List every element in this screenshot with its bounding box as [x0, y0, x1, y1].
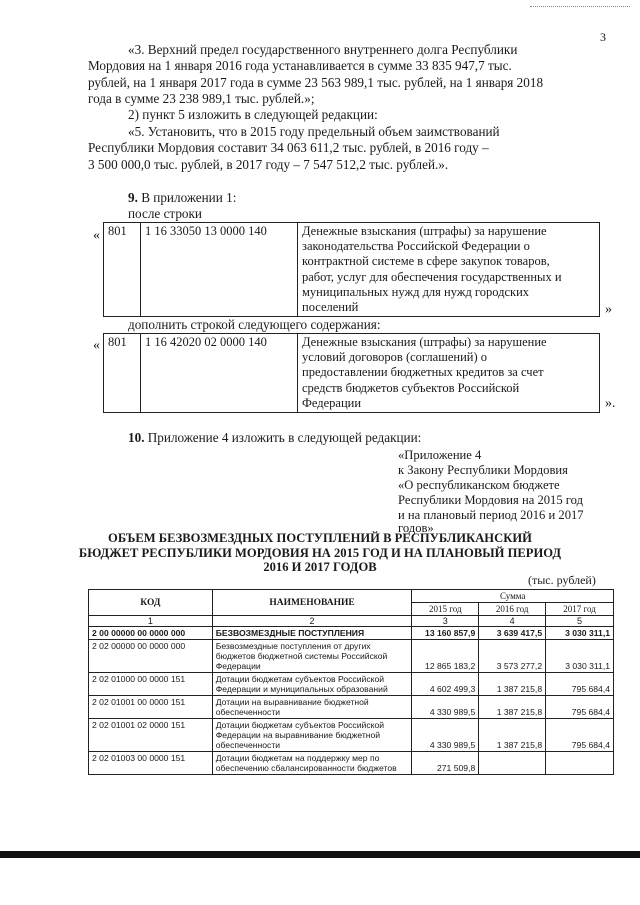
scan-artifact-line [530, 6, 630, 7]
index-cell: 1 [89, 616, 213, 627]
table-title-line3: 2016 И 2017 ГОДОВ [263, 560, 377, 574]
header-sum: Сумма [412, 590, 614, 603]
row-value-2016: 1 387 215,8 [479, 719, 546, 752]
row-value-2016: 3 639 417,5 [479, 627, 546, 640]
section-10-heading [128, 430, 421, 447]
row-before-line: работ, услуг для обеспечения государственных и [302, 269, 562, 284]
para-debt-line3: рублей, на 1 января 2017 года в сумме 23 563 989,1 тыс. рублей, на 1 января 2018 [88, 75, 544, 90]
index-cell: 2 [212, 616, 412, 627]
row-value-2015: 4 330 989,5 [412, 696, 479, 719]
row-value-2017: 3 030 311,1 [546, 627, 614, 640]
row-value-2015: 271 509,8 [412, 752, 479, 775]
index-cell: 4 [479, 616, 546, 627]
header-year-2016: 2016 год [479, 603, 546, 616]
add-row-label: дополнить строкой следующего содержания: [128, 317, 381, 332]
row-added-code1: 801 [104, 334, 141, 413]
row-value-2015: 12 865 183,2 [412, 640, 479, 673]
row-before-line: законодательства Российской Федерации о [302, 239, 530, 254]
appendix-line3: «О республиканском бюджете [398, 478, 560, 492]
quote-open-2: « [93, 338, 100, 353]
row-name: Дотации бюджетам субъектов Российской Федерации и муниципальных образований [212, 673, 412, 696]
para-borrow-line2: Республики Мордовия составит 34 063 611,2 тыс. рублей, в 2016 году – [88, 140, 489, 155]
para-item5-intro: 2) пункт 5 изложить в следующей редакции: [128, 107, 378, 122]
para-debt-line4: года в сумме 23 238 989,1 тыс. рублей.»; [88, 91, 315, 106]
row-code: 2 02 01000 00 0000 151 [89, 673, 213, 696]
row-added-line: предоставлении бюджетных кредитов за счет [302, 365, 544, 380]
row-value-2015: 4 330 989,5 [412, 719, 479, 752]
row-added-line: Федерации [302, 395, 362, 410]
header-year-2017: 2017 год [546, 603, 614, 616]
row-before-code2: 1 16 33050 13 0000 140 [141, 223, 298, 317]
table-title-line1: ОБЪЕМ БЕЗВОЗМЕЗДНЫХ ПОСТУПЛЕНИЙ В РЕСПУБЛИКАНСКИЙ [108, 531, 532, 545]
row-value-2015: 4 602 499,3 [412, 673, 479, 696]
row-code: 2 02 01003 00 0000 151 [89, 752, 213, 775]
section-9-heading [128, 190, 236, 207]
table-title-line2: БЮДЖЕТ РЕСПУБЛИКИ МОРДОВИЯ НА 2015 ГОД И НА ПЛАНОВЫЙ ПЕРИОД [78, 546, 562, 560]
table-index-row [89, 616, 614, 627]
row-value-2017: 795 684,4 [546, 719, 614, 752]
header-year-2015: 2015 год [412, 603, 479, 616]
row-before-table [103, 222, 600, 317]
units-label: (тыс. рублей) [528, 573, 596, 587]
page-number: 3 [600, 30, 606, 44]
appendix-line6: годов» [398, 521, 434, 535]
table-row [89, 640, 614, 673]
scan-bottom-bar [0, 851, 640, 858]
table-row [89, 627, 614, 640]
row-added-description [298, 334, 600, 413]
row-before-description [298, 223, 600, 317]
row-before-line: Денежные взыскания (штрафы) за нарушение [302, 224, 547, 238]
row-value-2017 [546, 752, 614, 775]
row-name: Дотации бюджетам на поддержку мер по обеспечению сбалансированности бюджетов [212, 752, 412, 775]
appendix-line5: и на плановый период 2016 и 2017 [398, 508, 584, 522]
row-value-2017: 795 684,4 [546, 696, 614, 719]
header-name: НАИМЕНОВАНИЕ [212, 590, 412, 616]
section-10-number: 10. [128, 430, 145, 445]
row-name: Дотации на выравнивание бюджетной обеспеченности [212, 696, 412, 719]
row-value-2017: 3 030 311,1 [546, 640, 614, 673]
row-value-2016: 1 387 215,8 [479, 696, 546, 719]
index-cell: 3 [412, 616, 479, 627]
after-row-label: после строки [128, 206, 202, 221]
row-name: Безвозмездные поступления от других бюджетов бюджетной системы Российской Федерации [212, 640, 412, 673]
para-borrow-line1: «5. Установить, что в 2015 году предельный объем заимствований [128, 124, 500, 139]
appendix-line1: «Приложение 4 [398, 448, 482, 462]
quote-close-1: » [605, 302, 612, 317]
row-added-line: условий договоров (соглашений) о [302, 350, 487, 365]
appendix-line2: к Закону Республики Мордовия [398, 463, 568, 477]
row-added-line: Денежные взыскания (штрафы) за нарушение [302, 335, 547, 349]
index-cell: 5 [546, 616, 614, 627]
row-added-line: средств бюджетов субъектов Российской [302, 380, 520, 395]
row-before-line: поселений [302, 300, 359, 315]
row-before-line: муниципальных нужд для нужд городских [302, 284, 530, 299]
row-value-2016: 1 387 215,8 [479, 673, 546, 696]
row-value-2017: 795 684,4 [546, 673, 614, 696]
table-row [89, 752, 614, 775]
row-added-code2: 1 16 42020 02 0000 140 [141, 334, 298, 413]
table-row [89, 719, 614, 752]
row-value-2015: 13 160 857,9 [412, 627, 479, 640]
row-value-2016: 3 573 277,2 [479, 640, 546, 673]
row-name: БЕЗВОЗМЕЗДНЫЕ ПОСТУПЛЕНИЯ [212, 627, 412, 640]
table-header-row [89, 590, 614, 603]
row-code: 2 00 00000 00 0000 000 [89, 627, 213, 640]
section-9-text: В приложении 1: [137, 190, 237, 205]
row-code: 2 02 01001 02 0000 151 [89, 719, 213, 752]
row-added-table [103, 333, 600, 413]
row-before-line: контрактной системе в сфере закупок товаров, [302, 254, 550, 269]
row-name: Дотации бюджетам субъектов Российской Федерации на выравнивание бюджетной обеспеченности [212, 719, 412, 752]
quote-open-1: « [93, 228, 100, 243]
header-code: КОД [89, 590, 213, 616]
row-code: 2 02 00000 00 0000 000 [89, 640, 213, 673]
section-9-number: 9. [128, 190, 138, 205]
quote-close-2: ». [605, 396, 616, 411]
table-row [89, 673, 614, 696]
revenue-table [88, 589, 614, 775]
para-borrow-line3: 3 500 000,0 тыс. рублей, в 2017 году – 7 547 512,2 тыс. рублей.». [88, 157, 449, 172]
row-before-code1: 801 [104, 223, 141, 317]
para-debt-line2: Мордовия на 1 января 2016 года устанавливается в сумме 33 835 947,7 тыс. [88, 58, 512, 73]
table-row [89, 696, 614, 719]
section-10-text: Приложение 4 изложить в следующей редакции: [144, 430, 422, 445]
appendix-line4: Республики Мордовия на 2015 год [398, 493, 583, 507]
row-value-2016 [479, 752, 546, 775]
row-code: 2 02 01001 00 0000 151 [89, 696, 213, 719]
para-debt-line1: «3. Верхний предел государственного внутреннего долга Республики [128, 42, 518, 57]
